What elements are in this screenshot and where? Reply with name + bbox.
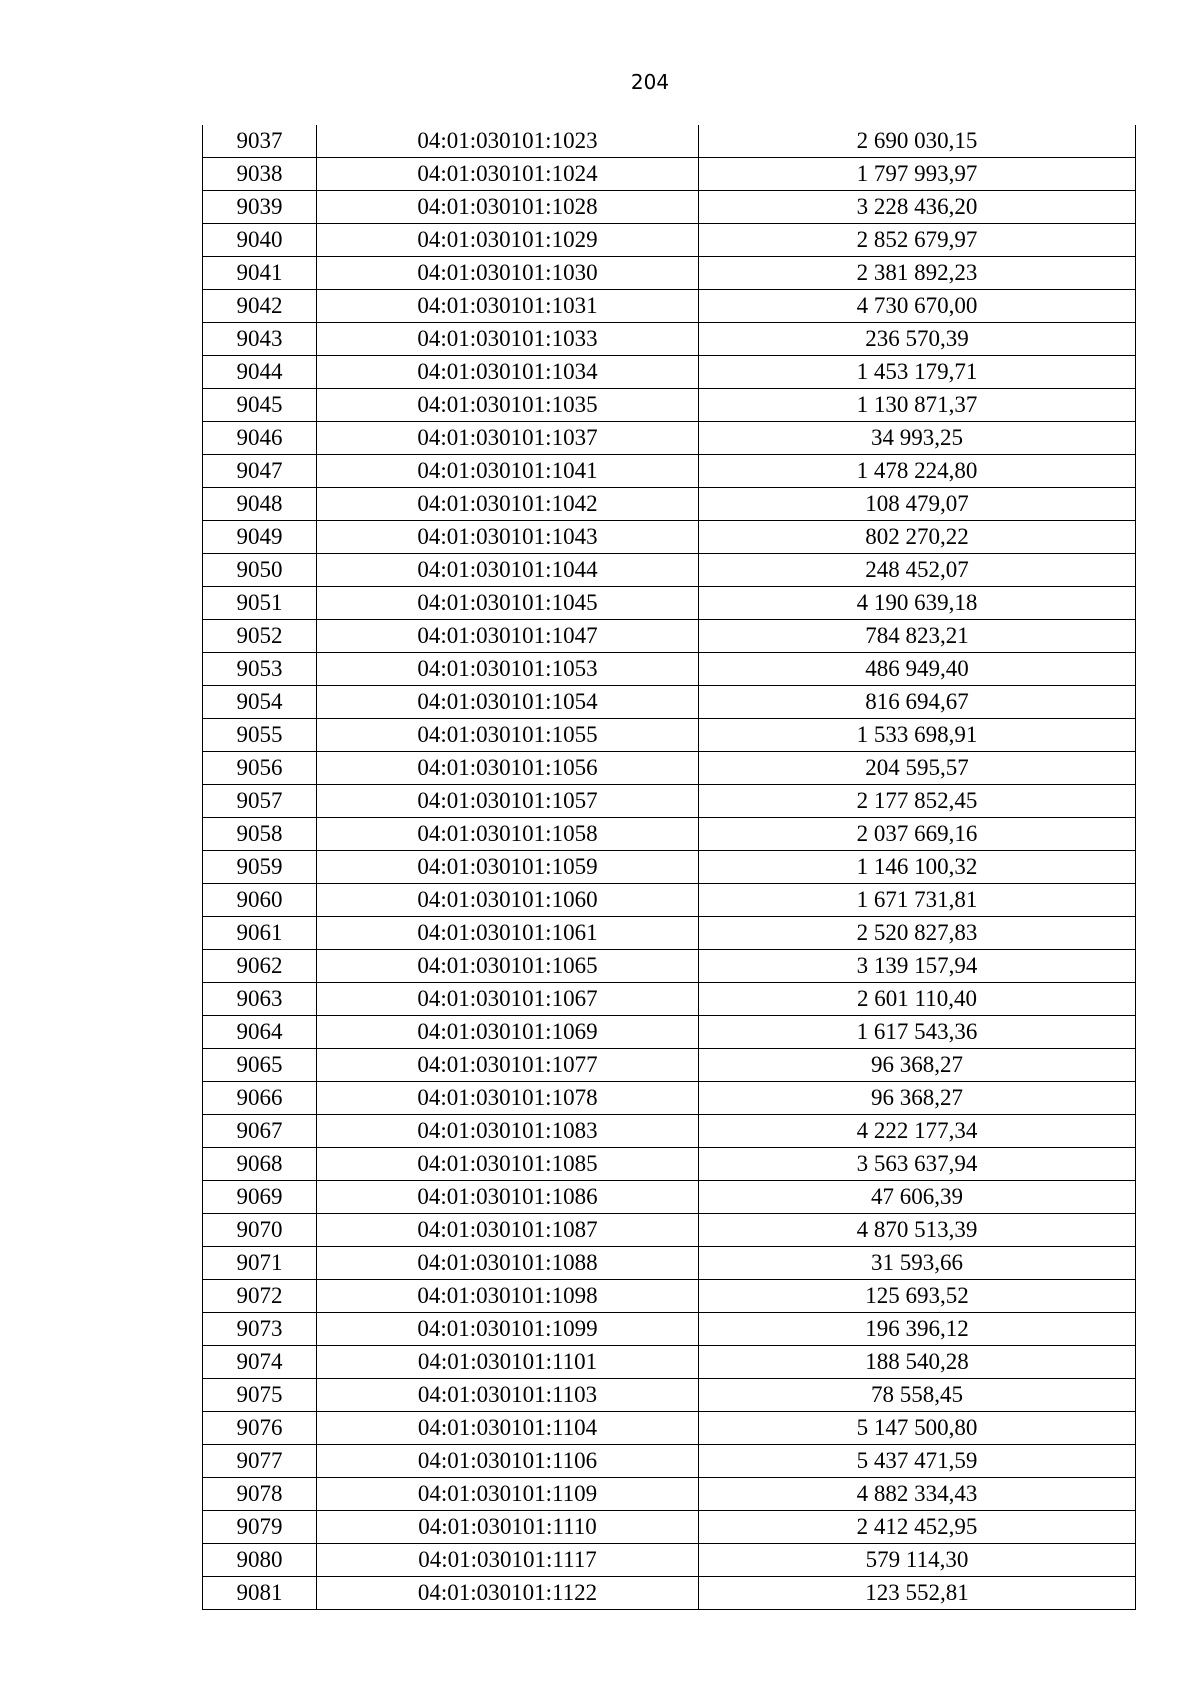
table-row bbox=[203, 950, 1136, 983]
table-row bbox=[203, 587, 1136, 620]
row-number-cell: 9058 bbox=[203, 818, 317, 851]
cadastral-number-cell: 04:01:030101:1065 bbox=[317, 950, 699, 983]
table-row bbox=[203, 257, 1136, 290]
cadastral-number-cell: 04:01:030101:1029 bbox=[317, 224, 699, 257]
cadastral-number-cell: 04:01:030101:1033 bbox=[317, 323, 699, 356]
cadastral-number-cell: 04:01:030101:1110 bbox=[317, 1511, 699, 1544]
table-row bbox=[203, 224, 1136, 257]
row-number-cell: 9061 bbox=[203, 917, 317, 950]
cadastral-number-cell: 04:01:030101:1024 bbox=[317, 158, 699, 191]
row-number-cell: 9059 bbox=[203, 851, 317, 884]
cadastral-number-cell: 04:01:030101:1055 bbox=[317, 719, 699, 752]
row-number-cell: 9068 bbox=[203, 1148, 317, 1181]
table-row bbox=[203, 1577, 1136, 1610]
cadastral-number-cell: 04:01:030101:1103 bbox=[317, 1379, 699, 1412]
cost-value-cell: 248 452,07 bbox=[699, 554, 1136, 587]
row-number-cell: 9056 bbox=[203, 752, 317, 785]
row-number-cell: 9044 bbox=[203, 356, 317, 389]
table-row bbox=[203, 1247, 1136, 1280]
page-number: 204 bbox=[630, 70, 670, 94]
row-number-cell: 9077 bbox=[203, 1445, 317, 1478]
cost-value-cell: 1 453 179,71 bbox=[699, 356, 1136, 389]
row-number-cell: 9063 bbox=[203, 983, 317, 1016]
cadastral-number-cell: 04:01:030101:1059 bbox=[317, 851, 699, 884]
table-row bbox=[203, 785, 1136, 818]
cadastral-number-cell: 04:01:030101:1117 bbox=[317, 1544, 699, 1577]
row-number-cell: 9050 bbox=[203, 554, 317, 587]
cost-value-cell: 1 146 100,32 bbox=[699, 851, 1136, 884]
cost-value-cell: 47 606,39 bbox=[699, 1181, 1136, 1214]
row-number-cell: 9054 bbox=[203, 686, 317, 719]
cadastral-number-cell: 04:01:030101:1098 bbox=[317, 1280, 699, 1313]
row-number-cell: 9042 bbox=[203, 290, 317, 323]
table-row bbox=[203, 1049, 1136, 1082]
cost-value-cell: 1 478 224,80 bbox=[699, 455, 1136, 488]
row-number-cell: 9046 bbox=[203, 422, 317, 455]
cost-value-cell: 108 479,07 bbox=[699, 488, 1136, 521]
cadastral-number-cell: 04:01:030101:1030 bbox=[317, 257, 699, 290]
cost-value-cell: 579 114,30 bbox=[699, 1544, 1136, 1577]
cost-value-cell: 3 228 436,20 bbox=[699, 191, 1136, 224]
row-number-cell: 9081 bbox=[203, 1577, 317, 1610]
cadastral-number-cell: 04:01:030101:1028 bbox=[317, 191, 699, 224]
row-number-cell: 9067 bbox=[203, 1115, 317, 1148]
cadastral-number-cell: 04:01:030101:1045 bbox=[317, 587, 699, 620]
row-number-cell: 9075 bbox=[203, 1379, 317, 1412]
cadastral-number-cell: 04:01:030101:1047 bbox=[317, 620, 699, 653]
table-row bbox=[203, 851, 1136, 884]
cost-value-cell: 5 437 471,59 bbox=[699, 1445, 1136, 1478]
cost-value-cell: 784 823,21 bbox=[699, 620, 1136, 653]
row-number-cell: 9053 bbox=[203, 653, 317, 686]
cadastral-number-cell: 04:01:030101:1044 bbox=[317, 554, 699, 587]
row-number-cell: 9049 bbox=[203, 521, 317, 554]
row-number-cell: 9071 bbox=[203, 1247, 317, 1280]
table-row bbox=[203, 191, 1136, 224]
row-number-cell: 9040 bbox=[203, 224, 317, 257]
cost-value-cell: 4 882 334,43 bbox=[699, 1478, 1136, 1511]
cost-value-cell: 4 870 513,39 bbox=[699, 1214, 1136, 1247]
row-number-cell: 9060 bbox=[203, 884, 317, 917]
row-number-cell: 9073 bbox=[203, 1313, 317, 1346]
row-number-cell: 9039 bbox=[203, 191, 317, 224]
cost-value-cell: 188 540,28 bbox=[699, 1346, 1136, 1379]
table-row bbox=[203, 1082, 1136, 1115]
cadastral-number-cell: 04:01:030101:1078 bbox=[317, 1082, 699, 1115]
cost-value-cell: 78 558,45 bbox=[699, 1379, 1136, 1412]
table-row bbox=[203, 1544, 1136, 1577]
cadastral-number-cell: 04:01:030101:1041 bbox=[317, 455, 699, 488]
table-row bbox=[203, 1445, 1136, 1478]
table-row bbox=[203, 1313, 1136, 1346]
cost-value-cell: 1 671 731,81 bbox=[699, 884, 1136, 917]
table-row bbox=[203, 884, 1136, 917]
row-number-cell: 9078 bbox=[203, 1478, 317, 1511]
cost-value-cell: 486 949,40 bbox=[699, 653, 1136, 686]
table-row bbox=[203, 1181, 1136, 1214]
row-number-cell: 9047 bbox=[203, 455, 317, 488]
cost-value-cell: 4 730 670,00 bbox=[699, 290, 1136, 323]
cadastral-number-cell: 04:01:030101:1056 bbox=[317, 752, 699, 785]
row-number-cell: 9055 bbox=[203, 719, 317, 752]
cadastral-number-cell: 04:01:030101:1109 bbox=[317, 1478, 699, 1511]
cost-value-cell: 2 381 892,23 bbox=[699, 257, 1136, 290]
table-row bbox=[203, 1214, 1136, 1247]
table-row bbox=[203, 1511, 1136, 1544]
data-table bbox=[202, 125, 1136, 1610]
cost-value-cell: 2 520 827,83 bbox=[699, 917, 1136, 950]
cadastral-number-cell: 04:01:030101:1054 bbox=[317, 686, 699, 719]
cadastral-number-cell: 04:01:030101:1058 bbox=[317, 818, 699, 851]
cadastral-number-cell: 04:01:030101:1035 bbox=[317, 389, 699, 422]
row-number-cell: 9069 bbox=[203, 1181, 317, 1214]
row-number-cell: 9062 bbox=[203, 950, 317, 983]
row-number-cell: 9065 bbox=[203, 1049, 317, 1082]
table-row bbox=[203, 752, 1136, 785]
cost-value-cell: 1 617 543,36 bbox=[699, 1016, 1136, 1049]
cost-value-cell: 204 595,57 bbox=[699, 752, 1136, 785]
table-row bbox=[203, 1478, 1136, 1511]
row-number-cell: 9064 bbox=[203, 1016, 317, 1049]
row-number-cell: 9038 bbox=[203, 158, 317, 191]
cadastral-number-cell: 04:01:030101:1043 bbox=[317, 521, 699, 554]
table-row bbox=[203, 290, 1136, 323]
cost-value-cell: 5 147 500,80 bbox=[699, 1412, 1136, 1445]
cost-value-cell: 2 601 110,40 bbox=[699, 983, 1136, 1016]
cadastral-number-cell: 04:01:030101:1083 bbox=[317, 1115, 699, 1148]
cost-value-cell: 1 533 698,91 bbox=[699, 719, 1136, 752]
cost-value-cell: 125 693,52 bbox=[699, 1280, 1136, 1313]
cadastral-number-cell: 04:01:030101:1085 bbox=[317, 1148, 699, 1181]
cadastral-number-cell: 04:01:030101:1067 bbox=[317, 983, 699, 1016]
table-row bbox=[203, 389, 1136, 422]
table-row bbox=[203, 521, 1136, 554]
table-row bbox=[203, 1280, 1136, 1313]
cost-value-cell: 816 694,67 bbox=[699, 686, 1136, 719]
row-number-cell: 9057 bbox=[203, 785, 317, 818]
cost-value-cell: 3 563 637,94 bbox=[699, 1148, 1136, 1181]
cadastral-number-cell: 04:01:030101:1057 bbox=[317, 785, 699, 818]
cost-value-cell: 96 368,27 bbox=[699, 1049, 1136, 1082]
row-number-cell: 9079 bbox=[203, 1511, 317, 1544]
cost-value-cell: 4 190 639,18 bbox=[699, 587, 1136, 620]
cadastral-number-cell: 04:01:030101:1106 bbox=[317, 1445, 699, 1478]
row-number-cell: 9066 bbox=[203, 1082, 317, 1115]
row-number-cell: 9080 bbox=[203, 1544, 317, 1577]
cadastral-number-cell: 04:01:030101:1034 bbox=[317, 356, 699, 389]
row-number-cell: 9076 bbox=[203, 1412, 317, 1445]
cost-value-cell: 802 270,22 bbox=[699, 521, 1136, 554]
cost-value-cell: 236 570,39 bbox=[699, 323, 1136, 356]
table-row bbox=[203, 323, 1136, 356]
cadastral-number-cell: 04:01:030101:1023 bbox=[317, 125, 699, 158]
cadastral-number-cell: 04:01:030101:1099 bbox=[317, 1313, 699, 1346]
cost-value-cell: 2 690 030,15 bbox=[699, 125, 1136, 158]
table-row bbox=[203, 1148, 1136, 1181]
cadastral-number-cell: 04:01:030101:1053 bbox=[317, 653, 699, 686]
cost-value-cell: 196 396,12 bbox=[699, 1313, 1136, 1346]
cadastral-number-cell: 04:01:030101:1042 bbox=[317, 488, 699, 521]
table-row bbox=[203, 554, 1136, 587]
cadastral-number-cell: 04:01:030101:1122 bbox=[317, 1577, 699, 1610]
table-row bbox=[203, 488, 1136, 521]
row-number-cell: 9070 bbox=[203, 1214, 317, 1247]
table-row bbox=[203, 422, 1136, 455]
cadastral-number-cell: 04:01:030101:1069 bbox=[317, 1016, 699, 1049]
cost-value-cell: 96 368,27 bbox=[699, 1082, 1136, 1115]
row-number-cell: 9045 bbox=[203, 389, 317, 422]
cost-value-cell: 3 139 157,94 bbox=[699, 950, 1136, 983]
cost-value-cell: 1 130 871,37 bbox=[699, 389, 1136, 422]
table-row bbox=[203, 983, 1136, 1016]
table-row bbox=[203, 1412, 1136, 1445]
cadastral-number-cell: 04:01:030101:1077 bbox=[317, 1049, 699, 1082]
row-number-cell: 9041 bbox=[203, 257, 317, 290]
table-body bbox=[203, 125, 1136, 1610]
row-number-cell: 9037 bbox=[203, 125, 317, 158]
cadastral-number-cell: 04:01:030101:1086 bbox=[317, 1181, 699, 1214]
row-number-cell: 9051 bbox=[203, 587, 317, 620]
cadastral-number-cell: 04:01:030101:1037 bbox=[317, 422, 699, 455]
cadastral-number-cell: 04:01:030101:1031 bbox=[317, 290, 699, 323]
cost-value-cell: 123 552,81 bbox=[699, 1577, 1136, 1610]
table-row bbox=[203, 719, 1136, 752]
cost-value-cell: 4 222 177,34 bbox=[699, 1115, 1136, 1148]
table-row bbox=[203, 1346, 1136, 1379]
cadastral-number-cell: 04:01:030101:1087 bbox=[317, 1214, 699, 1247]
cost-value-cell: 1 797 993,97 bbox=[699, 158, 1136, 191]
table-row bbox=[203, 1016, 1136, 1049]
cadastral-number-cell: 04:01:030101:1101 bbox=[317, 1346, 699, 1379]
cost-value-cell: 2 037 669,16 bbox=[699, 818, 1136, 851]
table-row bbox=[203, 455, 1136, 488]
table-row bbox=[203, 620, 1136, 653]
cadastral-number-cell: 04:01:030101:1060 bbox=[317, 884, 699, 917]
table-row bbox=[203, 158, 1136, 191]
table-row bbox=[203, 686, 1136, 719]
cadastral-number-cell: 04:01:030101:1061 bbox=[317, 917, 699, 950]
cost-value-cell: 31 593,66 bbox=[699, 1247, 1136, 1280]
row-number-cell: 9048 bbox=[203, 488, 317, 521]
row-number-cell: 9043 bbox=[203, 323, 317, 356]
table-row bbox=[203, 818, 1136, 851]
row-number-cell: 9074 bbox=[203, 1346, 317, 1379]
cost-value-cell: 2 412 452,95 bbox=[699, 1511, 1136, 1544]
table-row bbox=[203, 356, 1136, 389]
cadastral-number-cell: 04:01:030101:1088 bbox=[317, 1247, 699, 1280]
table-row bbox=[203, 653, 1136, 686]
row-number-cell: 9072 bbox=[203, 1280, 317, 1313]
table-row bbox=[203, 1115, 1136, 1148]
cost-value-cell: 2 852 679,97 bbox=[699, 224, 1136, 257]
table-row bbox=[203, 917, 1136, 950]
table-row bbox=[203, 125, 1136, 158]
cost-value-cell: 34 993,25 bbox=[699, 422, 1136, 455]
table-row bbox=[203, 1379, 1136, 1412]
cadastral-number-cell: 04:01:030101:1104 bbox=[317, 1412, 699, 1445]
cost-value-cell: 2 177 852,45 bbox=[699, 785, 1136, 818]
row-number-cell: 9052 bbox=[203, 620, 317, 653]
